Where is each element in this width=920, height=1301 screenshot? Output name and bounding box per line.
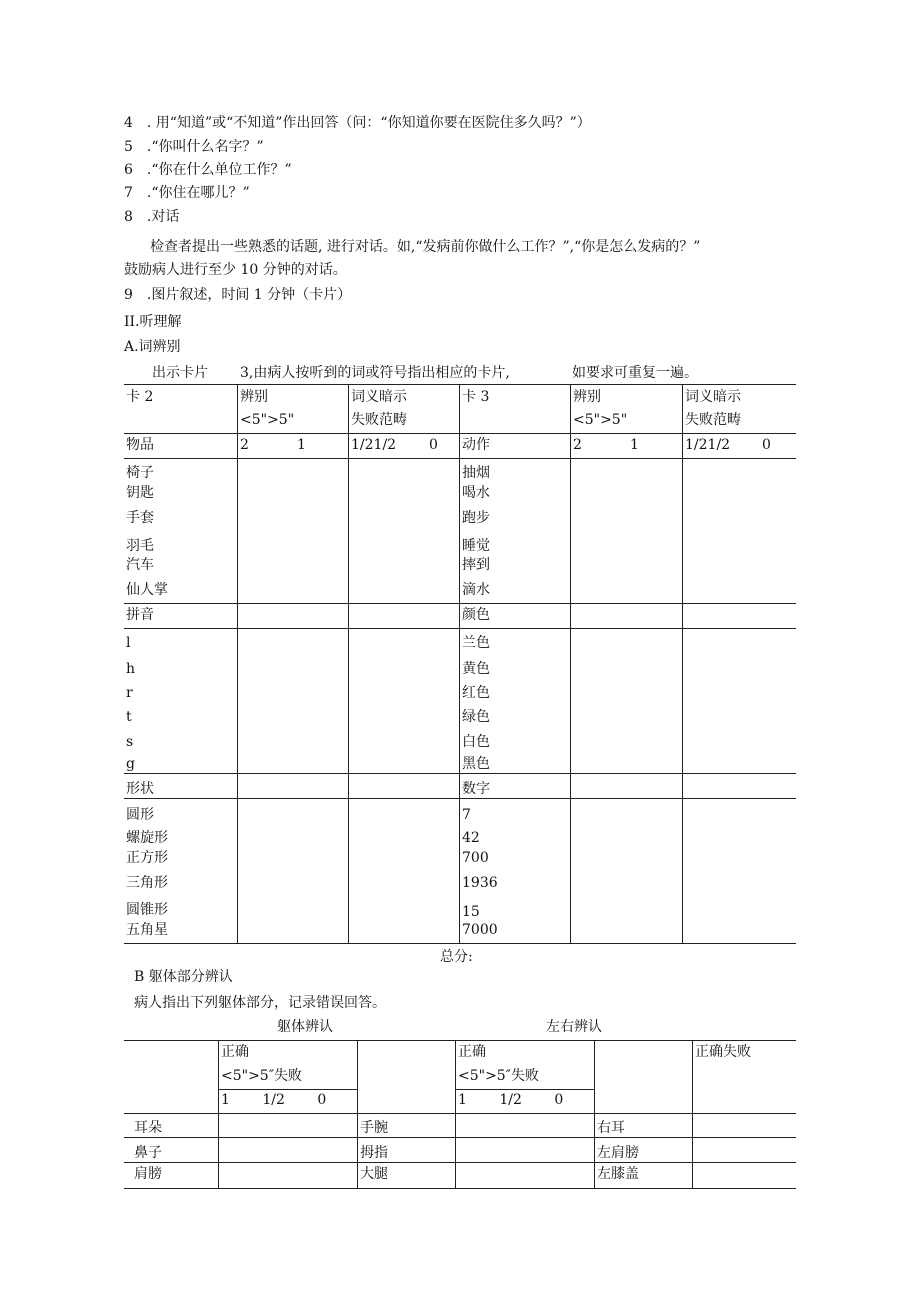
header-time-2: <5">5" [573,412,628,428]
question-8-text-line1: 检查者提出一些熟悉的话题, 进行对话。如,“发病前你做什么工作？”,“你是怎么发病的？” [150,239,701,255]
list-item: 摔到 [462,557,490,573]
header-discrimination-2: 辨别 [573,389,601,405]
list-item: 喝水 [462,485,490,501]
list-item: 黑色 [462,756,490,772]
header-correct-fail: 正确失败 [695,1044,751,1060]
category-shapes: 形状 [126,781,154,797]
list-item: 汽车 [126,557,154,573]
header-semantic-cue-2: 词义暗示 [685,389,741,405]
list-item: 椅子 [126,465,154,481]
header-failure-category: 失败范畴 [351,412,407,428]
list-item: t [126,709,132,725]
list-item: 绿色 [462,709,490,725]
header-card3: 卡 3 [462,389,490,405]
list-item: 仙人掌 [126,582,168,598]
category-numbers: 数字 [462,781,490,797]
body-parts-instruction: 病人指出下列躯体部分，记录错误回答。 [134,995,386,1011]
question-4: 4 . 用“知道”或“不知道”作出回答（问：“你知道你要在医院住多久吗？”） [124,115,591,131]
list-item: 白色 [462,734,490,750]
header-failure-category-2: 失败范畴 [685,412,741,428]
section-title-listening: II.听理解 [124,314,182,330]
category-objects: 物品 [126,437,154,453]
header-time-fail-2: <5">5″失败 [458,1068,539,1084]
list-item: 红色 [462,685,490,701]
list-item: 兰色 [462,635,490,651]
list-item: 螺旋形 [126,830,168,846]
header-body-recognition: 躯体辨认 [277,1019,333,1035]
question-8: 8 .对话 [124,209,180,225]
category-colors: 颜色 [462,607,490,623]
header-correct: 正确 [221,1044,249,1060]
list-item: 抽烟 [462,465,490,481]
total-score-label: 总分: [440,949,473,965]
list-item: 15 [462,904,480,920]
header-discrimination: 辨别 [240,389,268,405]
score-half-b: 1/21/2 [685,437,731,453]
score-2-b: 2 [573,437,582,453]
score-1: 1 [297,437,306,453]
table-cell: 肩膀 [134,1166,162,1182]
table-cell: 拇指 [360,1145,388,1161]
list-item: 黄色 [462,661,490,677]
score-half: 1/21/2 [351,437,397,453]
table-cell: 左肩膀 [597,1145,639,1161]
list-item: r [126,685,133,701]
score-1-b: 1 [630,437,639,453]
header-left-right-recognition: 左右辨认 [546,1019,602,1035]
list-item: 7 [462,807,471,823]
list-item: 钥匙 [126,485,154,501]
header-time-fail: <5">5″失败 [221,1068,302,1084]
score-0: 0 [429,437,438,453]
category-actions: 动作 [462,437,490,453]
instruction-part2: 3,由病人按听到的词或符号指出相应的卡片, [240,365,510,381]
list-item: 三角形 [126,875,168,891]
list-item: 跑步 [462,510,490,526]
list-item: 700 [462,850,489,866]
question-8-text-line2: 鼓励病人进行至少 10 分钟的对话。 [124,262,347,278]
list-item: l [126,635,131,651]
table-cell: 左膝盖 [597,1166,639,1182]
instruction-part3: 如要求可重复一遍。 [572,365,698,381]
header-semantic-cue: 词义暗示 [351,389,407,405]
header-correct-2: 正确 [458,1044,486,1060]
score-0-b: 0 [762,437,771,453]
list-item: 睡觉 [462,538,490,554]
list-item: 正方形 [126,850,168,866]
table-cell: 右耳 [597,1120,625,1136]
subsection-body-parts: B 躯体部分辨认 [134,969,233,985]
list-item: 手套 [126,510,154,526]
list-item: h [126,661,136,677]
table-cell: 手腕 [360,1120,388,1136]
list-item: 羽毛 [126,538,154,554]
table-cell: 大腿 [360,1166,388,1182]
question-9: 9 .图片叙述，时间 1 分钟（卡片） [124,287,352,303]
list-item: 滴水 [462,582,490,598]
header-time: <5">5" [240,412,295,428]
header-card2: 卡 2 [126,389,154,405]
list-item: s [126,734,134,750]
list-item: 1936 [462,875,498,891]
category-pinyin: 拼音 [126,607,154,623]
question-5: 5 .“你叫什么名字？” [124,139,264,155]
header-score-line-2: 1 1/2 0 [458,1092,564,1108]
subsection-word-discrimination: A.词辨别 [124,339,181,355]
question-6: 6 .“你在什么单位工作？” [124,162,292,178]
header-score-line: 1 1/2 0 [221,1092,327,1108]
question-7: 7 .“你住在哪儿？” [124,185,250,201]
list-item: 五角星 [126,922,168,938]
list-item: 7000 [462,922,498,938]
list-item: g [126,756,135,772]
list-item: 圆形 [126,807,154,823]
instruction-part1: 出示卡片 [152,365,208,381]
list-item: 圆锥形 [126,902,168,918]
table-cell: 耳朵 [134,1120,162,1136]
list-item: 42 [462,830,480,846]
score-2: 2 [240,437,249,453]
table-cell: 鼻子 [134,1145,162,1161]
